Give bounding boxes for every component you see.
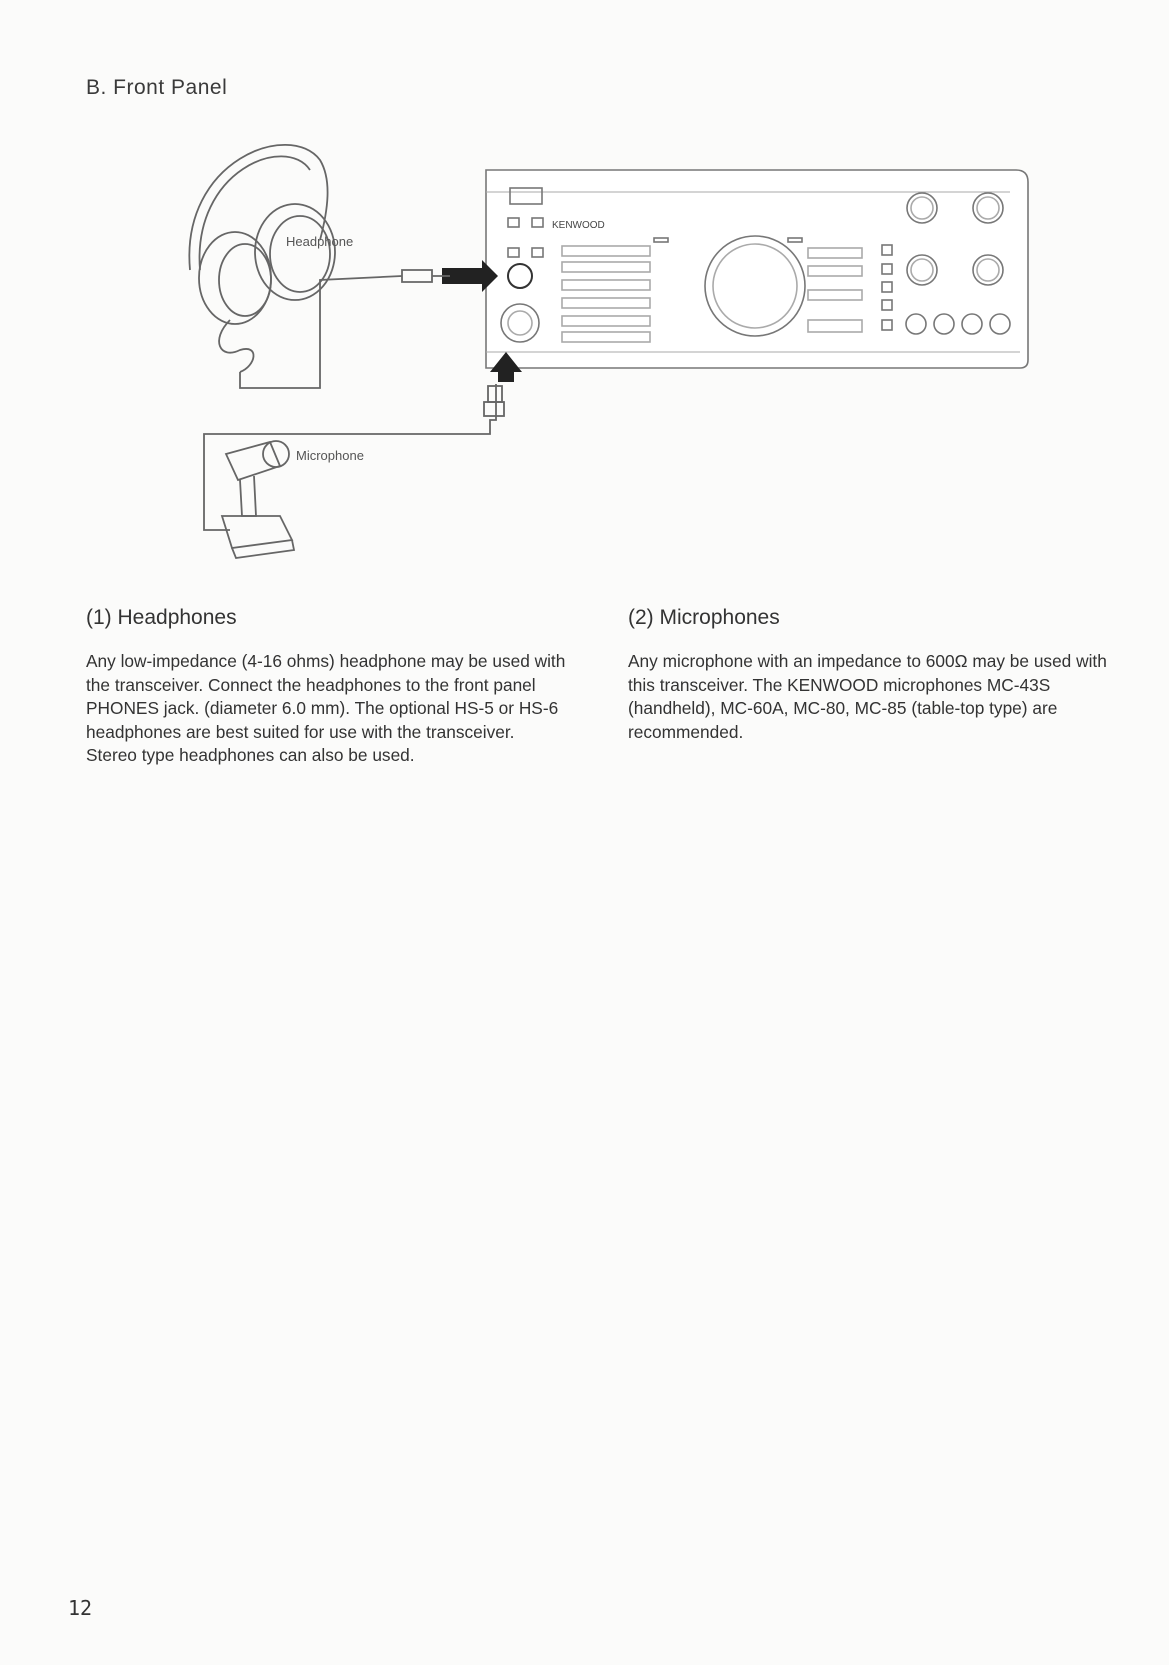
brand-logo-text: KENWOOD (552, 220, 605, 231)
microphones-section (628, 606, 1108, 744)
section-title: B. Front Panel (86, 76, 228, 99)
microphones-body: Any microphone with an impedance to 600Ω may be used with this transceiver. The KENWOOD microphones MC-43S (handheld), MC-60A, MC-80, MC-85 (table-top type) are recommended. (628, 651, 1107, 742)
microphone-illustration (204, 384, 504, 558)
page-number: 12 (68, 1596, 93, 1620)
headphone-label: Headphone (286, 234, 354, 249)
microphone-label: Microphone (296, 448, 364, 463)
front-panel-figure (170, 120, 1040, 590)
microphones-heading: (2) Microphones (628, 606, 780, 629)
headphones-section (86, 606, 566, 768)
headphones-heading: (1) Headphones (86, 606, 237, 629)
headphones-body: Any low-impedance (4-16 ohms) headphone may be used with the transceiver. Connect the headphones to the front panel PHONES jack. (diameter 6.0 mm). The optional HS-5 or HS-6 headphones are best suited for use with the transceiver. Stereo type headphones can also be used. (86, 651, 566, 765)
transceiver-illustration (486, 170, 1028, 368)
headphones-illustration (189, 145, 450, 388)
